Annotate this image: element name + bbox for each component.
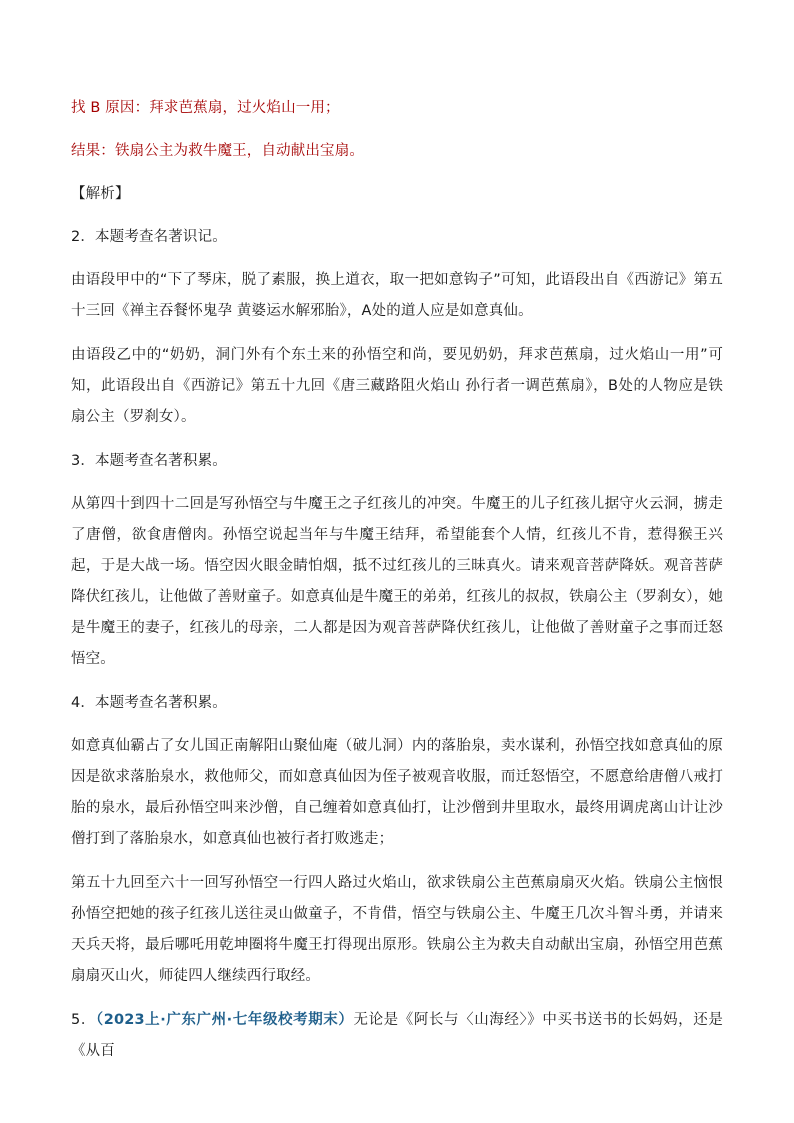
q5-stem xyxy=(71,1005,723,1067)
analysis-label: 【解析】 xyxy=(71,186,130,202)
q2-title: 2．本题考查名著识记。 xyxy=(71,229,227,245)
q2-paragraph-2: 由语段乙中的“奶奶，洞门外有个东土来的孙悟空和尚，要见奶奶，拜求芭蕉扇，过火焰山一用”可知，此语段出自《西游记》第五十九回《唐三藏路阻火焰山 孙行者一调芭蕉扇》，B处的人物应是铁扇公主（罗刹女）。 xyxy=(71,347,723,425)
q3-title: 3．本题考查名著积累。 xyxy=(71,453,227,469)
q5-source: （2023上·广东广州·七年级校考期末） xyxy=(95,1012,354,1028)
q5-number: 5． xyxy=(71,1012,96,1028)
answer-line-1: 找 B 原因：拜求芭蕉扇，过火焰山一用； xyxy=(71,100,340,116)
page-content xyxy=(71,93,723,1080)
q4-title: 4．本题考查名著积累。 xyxy=(71,695,227,711)
q4-paragraph-1: 如意真仙霸占了女儿国正南解阳山聚仙庵（破儿洞）内的落胎泉，卖水谋利，孙悟空找如意真仙的原因是欲求落胎泉水，救他师父，而如意真仙因为侄子被观音收服，而迁怒悟空，不愿意给唐僧八戒打胎的泉水，最后孙悟空叫来沙僧，自己缠着如意真仙打，让沙僧到井里取水，最终用调虎离山计让沙僧打到了落胎泉水，如意真仙也被行者打败逃走； xyxy=(71,738,723,847)
q2-paragraph-1: 由语段甲中的“下了琴床，脱了素服，换上道衣，取一把如意钩子”可知，此语段出自《西游记》第五十三回《禅主吞餐怀鬼孕 黄婆运水解邪胎》，A处的道人应是如意真仙。 xyxy=(71,272,723,319)
answer-line-2: 结果：铁扇公主为救牛魔王，自动献出宝扇。 xyxy=(71,143,364,159)
q5-text: 无论是《阿长与〈山海经〉》中买书送书的长妈妈，还是《从百 xyxy=(71,1012,723,1059)
q3-paragraph-1: 从第四十到四十二回是写孙悟空与牛魔王之子红孩儿的冲突。牛魔王的儿子红孩儿据守火云洞，掳走了唐僧，欲食唐僧肉。孙悟空说起当年与牛魔王结拜，希望能套个人情，红孩儿不肯，惹得猴王兴起，于是大战一场。悟空因火眼金睛怕烟，抵不过红孩儿的三昧真火。请来观音菩萨降妖。观音菩萨降伏红孩儿，让他做了善财童子。如意真仙是牛魔王的弟弟，红孩儿的叔叔，铁扇公主（罗刹女），她是牛魔王的妻子，红孩儿的母亲，二人都是因为观音菩萨降伏红孩儿，让他做了善财童子之事而迁怒悟空。 xyxy=(71,496,723,667)
q4-paragraph-2: 第五十九回至六十一回写孙悟空一行四人路过火焰山，欲求铁扇公主芭蕉扇扇灭火焰。铁扇公主恼恨孙悟空把她的孩子红孩儿送往灵山做童子，不肯借，悟空与铁扇公主、牛魔王几次斗智斗勇，并请来天兵天将，最后哪吒用乾坤圈将牛魔王打得现出原形。铁扇公主为救夫自动献出宝扇，孙悟空用芭蕉扇扇灭山火，师徒四人继续西行取经。 xyxy=(71,875,723,984)
